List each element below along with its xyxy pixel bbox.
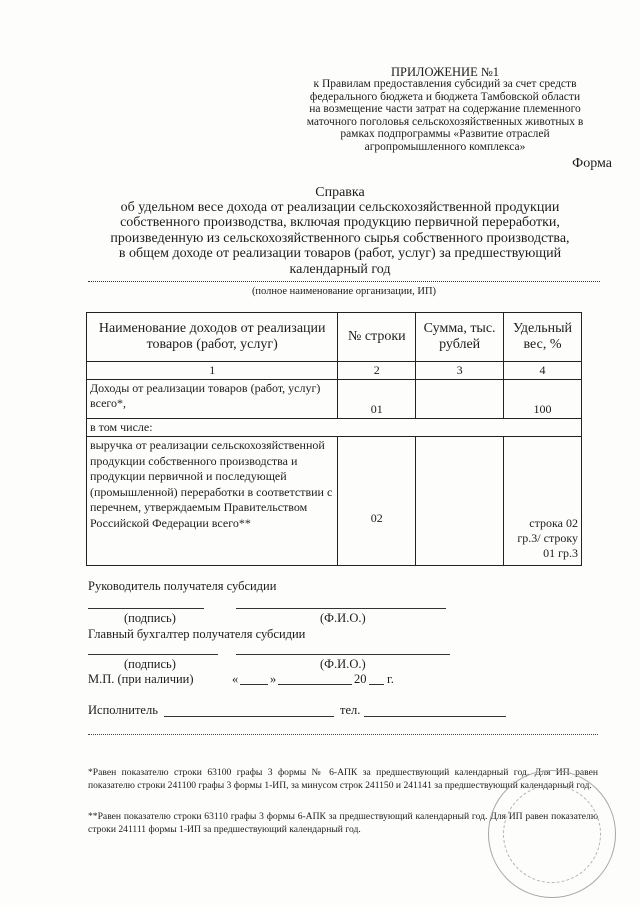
accountant-signature-line[interactable] <box>88 654 218 655</box>
subtitle-line: в общем доходе от реализации товаров (работ, услуг) за предшествующий <box>118 246 562 262</box>
header-line: на возмещение части затрат на содержание племенного <box>309 103 581 116</box>
col-number: 1 <box>87 362 338 380</box>
footnote-2: **Равен показателю строки 63110 графы 3 формы 6-АПК за предшествующий календарный год. Для ИП равен показателю строки 241111 формы 1-ИП за предшествующий календарный год. <box>88 811 598 836</box>
date-close-quote: » <box>270 672 277 686</box>
head-signature-line[interactable] <box>88 608 204 609</box>
executor-line[interactable] <box>164 716 334 717</box>
row-income-name: Доходы от реализации товаров (работ, услуг) всего*, <box>87 380 338 419</box>
row-income-name: выручка от реализации сельскохозяйственной продукции собственного производства и продукции первичной и последующей (промышленной) переработки в соответствии с перечнем, утверждаемым Правительством Российской Федерации всего** <box>87 437 338 566</box>
document-subtitle <box>70 200 610 277</box>
date-open-quote: « <box>232 672 239 686</box>
accountant-sign-caption: (подпись) <box>124 657 176 671</box>
in-total-label: в том числе: <box>87 419 582 437</box>
date-day-line[interactable] <box>240 684 268 685</box>
date-year-suffix: г. <box>387 672 394 686</box>
row-sum[interactable] <box>416 437 504 566</box>
phone-label: тел. <box>340 703 361 717</box>
head-fio-line[interactable] <box>236 608 446 609</box>
header-line-number: № строки <box>338 313 416 362</box>
column-number-row <box>87 362 582 380</box>
accountant-fio-line[interactable] <box>236 654 450 655</box>
executor-label: Исполнитель <box>88 703 158 717</box>
subtitle-line: произведенную из сельскохозяйственного сырья собственного производства, <box>110 230 570 246</box>
header-income-name: Наименование доходов от реализации товаров (работ, услуг) <box>87 313 338 362</box>
row-line-number: 02 <box>338 437 416 566</box>
appendix-header <box>275 78 615 154</box>
date-month-line[interactable] <box>278 684 352 685</box>
appendix-title: ПРИЛОЖЕНИЕ №1 <box>390 65 500 79</box>
form-label: Форма <box>572 156 612 171</box>
row-sum[interactable] <box>416 380 504 419</box>
table-row <box>87 380 582 419</box>
document-title: Справка <box>315 185 365 200</box>
subtitle-line: календарный год <box>289 261 391 277</box>
phone-line[interactable] <box>364 716 506 717</box>
subtitle-line: об удельном весе дохода от реализации сельскохозяйственной продукции <box>120 200 560 215</box>
table-row <box>87 419 582 437</box>
header-sum: Сумма, тыс. рублей <box>416 313 504 362</box>
accountant-label: Главный бухгалтер получателя субсидии <box>88 627 306 641</box>
header-share: Удельный вес, % <box>504 313 582 362</box>
income-table <box>86 312 582 566</box>
head-sign-caption: (подпись) <box>124 611 176 625</box>
table-header-row <box>87 313 582 362</box>
head-label: Руководитель получателя субсидии <box>88 579 277 593</box>
header-line: маточного поголовья сельскохозяйственных животных в <box>306 115 584 128</box>
footnote-1: *Равен показателю строки 63100 графы 3 формы № 6-АПК за предшествующий календарный год. Для ИП равен показателю строки 241100 графы 3 формы 1-ИП, за минусом строк 241150 и 241141 за предшествующий календарный год. <box>88 767 598 792</box>
col-number: 4 <box>504 362 582 380</box>
executor-separator <box>88 734 598 735</box>
header-line: к Правилам предоставления субсидий за счет средств <box>313 78 577 90</box>
date-year-prefix: 20 <box>354 672 367 686</box>
subtitle-line: собственного производства, включая продукцию первичной переработки, <box>120 215 560 231</box>
col-number: 3 <box>416 362 504 380</box>
accountant-fio-caption: (Ф.И.О.) <box>320 657 366 671</box>
header-line: федерального бюджета и бюджета Тамбовской области <box>309 90 581 103</box>
table-row <box>87 437 582 566</box>
seal-label: М.П. (при наличии) <box>88 672 194 686</box>
org-name-line <box>88 281 600 282</box>
header-line: рамках подпрограммы «Развитие отраслей <box>340 128 550 141</box>
date-year-line[interactable] <box>369 684 384 685</box>
row-share: 100 <box>504 380 582 419</box>
head-fio-caption: (Ф.И.О.) <box>320 611 366 625</box>
header-line: агропромышленного комплекса» <box>364 140 526 153</box>
seal-stamp-inner-ring <box>503 785 601 883</box>
row-line-number: 01 <box>338 380 416 419</box>
org-name-caption: (полное наименование организации, ИП) <box>251 286 437 297</box>
row-share: строка 02 гр.3/ строку 01 гр.3 <box>504 437 582 566</box>
col-number: 2 <box>338 362 416 380</box>
